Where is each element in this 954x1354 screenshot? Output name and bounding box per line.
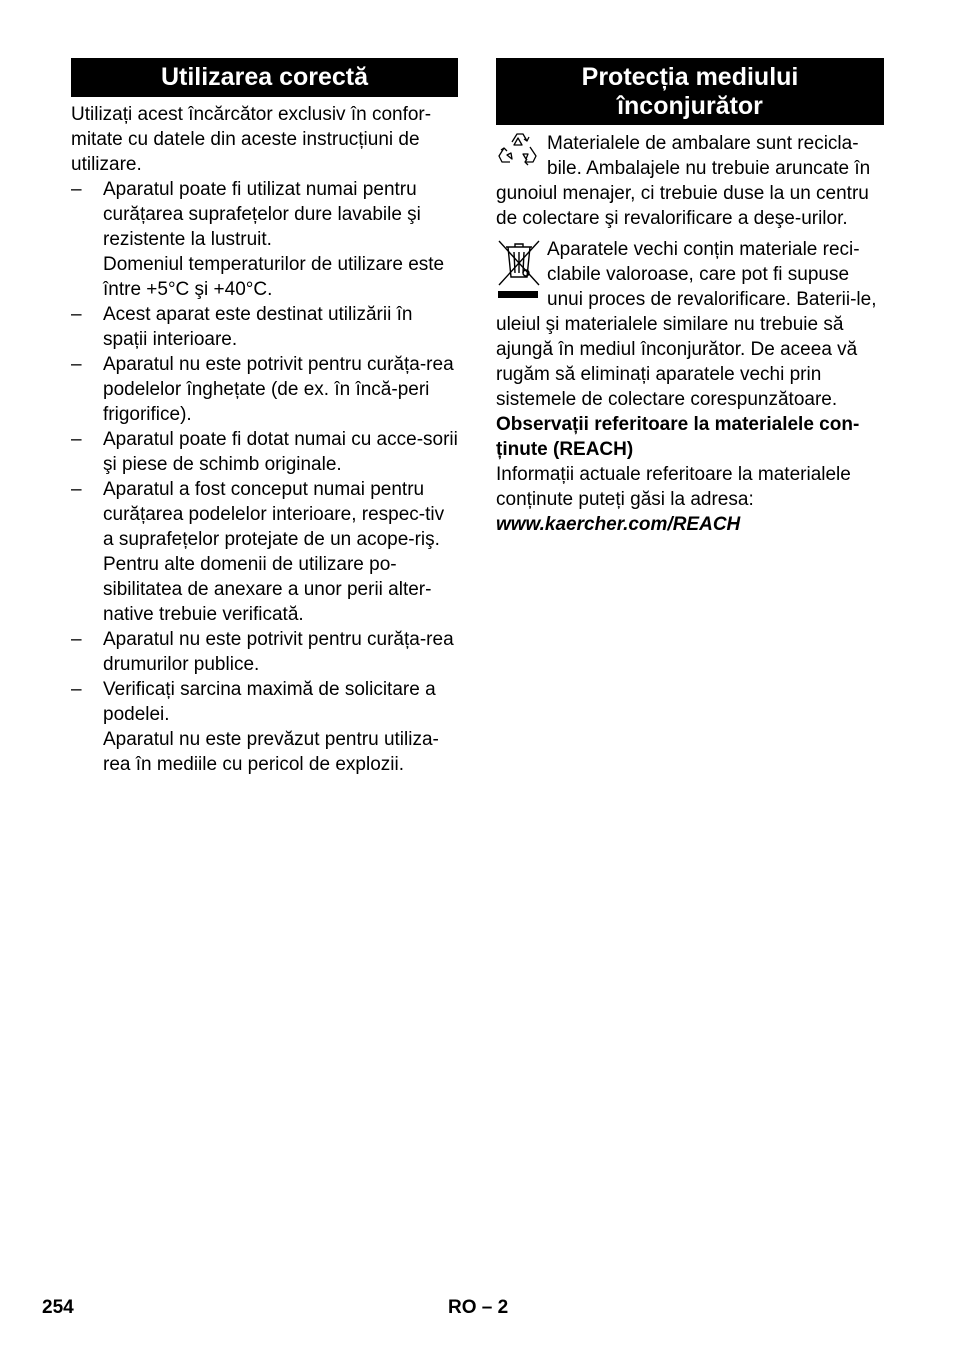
dash-bullet: – xyxy=(71,179,82,200)
intro-paragraph: Utilizați acest încărcător exclusiv în confor-mitate cu datele din aceste instrucțiuni de utilizare. xyxy=(71,104,432,175)
list-item xyxy=(71,427,458,477)
list-item xyxy=(71,627,458,677)
list-item-text: Aparatul nu este potrivit pentru curăța-rea drumurilor publice. xyxy=(103,629,454,675)
list-item xyxy=(71,302,458,352)
list-item xyxy=(71,677,458,727)
list-item-note: Aparatul nu este prevăzut pentru utiliza-rea în mediile cu pericol de explozii. xyxy=(103,729,439,775)
section-title-correct-use xyxy=(71,58,458,97)
list-item-text: Acest aparat este destinat utilizării în spații interioare. xyxy=(103,304,413,350)
crossed-out-bin-icon xyxy=(496,237,542,299)
packaging-paragraph xyxy=(496,131,884,231)
dash-bullet: – xyxy=(71,304,82,325)
list-item xyxy=(71,477,458,627)
usage-list xyxy=(71,177,458,777)
list-item-text: Verificați sarcina maximă de solicitare a podelei. xyxy=(103,679,436,725)
recycle-icon xyxy=(496,131,542,181)
dash-bullet: – xyxy=(71,629,82,650)
dash-bullet: – xyxy=(71,354,82,375)
dash-bullet: – xyxy=(71,479,82,500)
dash-bullet: – xyxy=(71,429,82,450)
section-title-line-1: Protecția mediului xyxy=(581,63,799,91)
list-item-note: Domeniul temperaturilor de utilizare este între +5°C şi +40°C. xyxy=(103,254,445,300)
dash-bullet: – xyxy=(71,679,82,700)
reach-heading: Observații referitoare la materialele con-ținute (REACH) xyxy=(496,414,860,460)
packaging-text: Materialele de ambalare sunt recicla-bile. Ambalajele nu trebuie aruncate în gunoiul menajer, ci trebuie duse la un centru de colectare şi revalorificare a deşe-urilor. xyxy=(496,133,871,229)
right-column xyxy=(496,58,884,537)
list-item xyxy=(71,177,458,252)
reach-link[interactable]: www.kaercher.com/REACH xyxy=(496,514,741,535)
page-label: RO – 2 xyxy=(448,1297,509,1318)
old-appliances-text: Aparatele vechi conțin materiale reci-clabile valoroase, care pot fi supuse unui proces de revalorificare. Baterii-le, uleiul şi materialele similare nu trebuie să ajungă în mediul înconjurător. De aceea vă rugăm să eliminați aparatele vechi prin sistemele de colectare corespunzătoare. xyxy=(496,239,877,410)
list-item-text: Aparatul nu este potrivit pentru curăța-rea podelelor înghețate (de ex. în încă-peri frigorifice). xyxy=(103,354,454,425)
section-title-text: Utilizarea corectă xyxy=(160,63,369,91)
section-title-environment xyxy=(496,58,884,125)
left-column xyxy=(71,58,458,777)
list-item-text: Aparatul poate fi dotat numai cu acce-sorii şi piese de schimb originale. xyxy=(103,429,458,475)
list-item xyxy=(71,352,458,427)
page-number: 254 xyxy=(42,1297,74,1318)
section-title-line-2: înconjurător xyxy=(617,92,763,120)
list-item-text: Aparatul poate fi utilizat numai pentru curățarea suprafețelor dure lavabile şi rezistente la lustruit. xyxy=(103,179,421,250)
reach-text: Informații actuale referitoare la materialele conținute puteți găsi la adresa: xyxy=(496,464,851,510)
old-appliances-paragraph xyxy=(496,237,884,412)
list-item-text: Aparatul a fost conceput numai pentru curățarea podelelor interioare, respec-tiv a suprafețelor protejate de un acope-riş. Pentru alte domenii de utilizare po-sibilitatea de anexare a unor perii alter-native trebuie verificată. xyxy=(103,479,445,625)
